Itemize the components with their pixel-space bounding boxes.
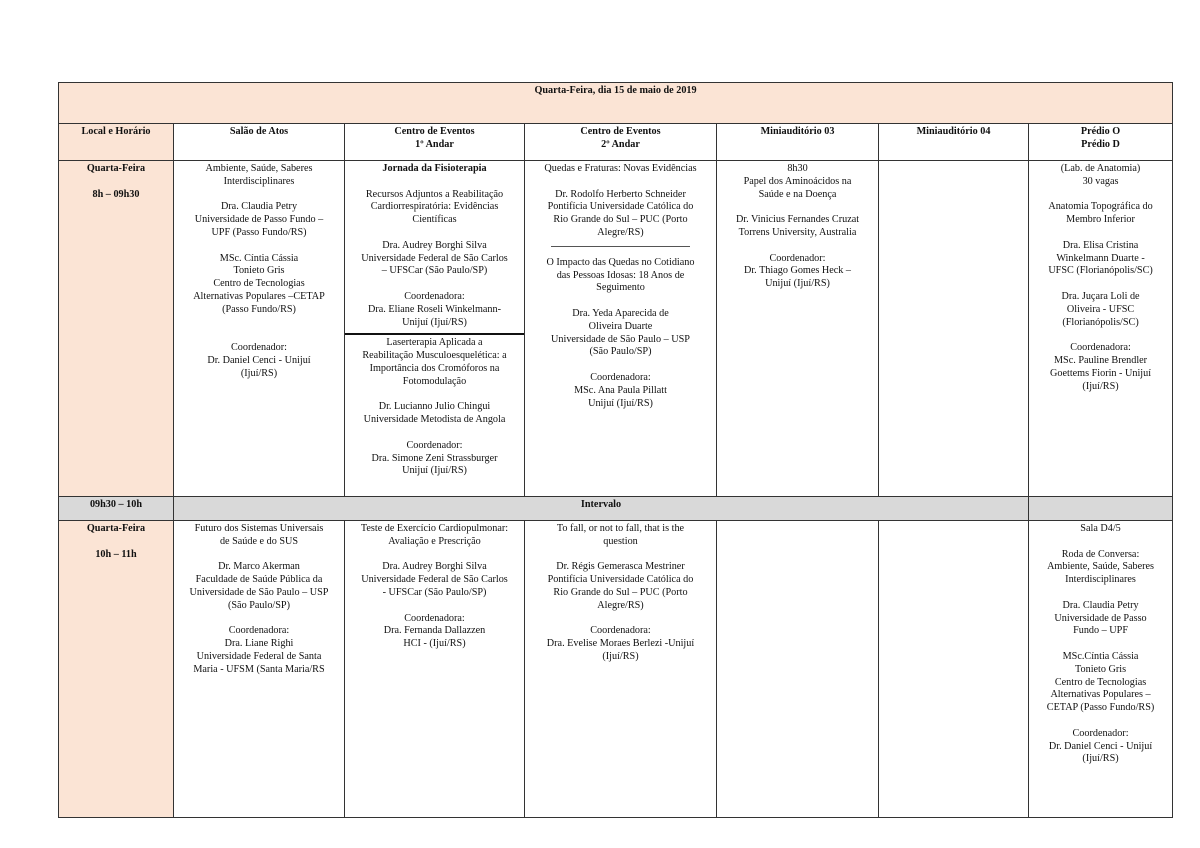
header-mini04-label: Miniauditório 04 (916, 126, 991, 137)
cell-text-line: Unijuí (Ijuí/RS) (765, 278, 830, 290)
cell-text-line: Dra. Liane Righi (224, 638, 294, 650)
cell-text-line: Coordenadora: (404, 612, 465, 624)
cell-text-line: (Florianópolis/SC) (1062, 316, 1139, 328)
cell-text-line: MSc. Ana Paula Pillatt (574, 384, 667, 396)
cell-text-line: Rio Grande do Sul – PUC (Porto (553, 586, 688, 598)
cell-text-line: Coordenador: (769, 252, 826, 264)
cell-text-line: Interdisciplinares (1065, 574, 1136, 586)
cell-text-line: (Ijuí/RS) (240, 367, 278, 379)
cell-text-line: Torrens University, Australia (738, 226, 857, 238)
cell-text-line: Tonieto Gris (233, 265, 285, 277)
cell-text-line: Maria - UFSM (Santa Maria/RS (193, 663, 325, 675)
cell-text-line: de Saúde e do SUS (219, 535, 299, 547)
cell-text-line: Dra. Simone Zeni Strassburger (371, 452, 498, 464)
cell-text-line: Futuro dos Sistemas Universais (194, 523, 324, 534)
cell-text-line (1033, 638, 1168, 651)
cell-text-line: Anatomia Topográfica do (1048, 201, 1153, 213)
cell-text-line: Universidade Federal de São Carlos (361, 574, 508, 586)
cell-text-line: Alegre/RS) (597, 599, 644, 611)
cell-text-line: (São Paulo/SP) (228, 599, 290, 611)
cell-text-line: MSc. Cíntia Cássia (219, 252, 299, 264)
cell-text-line: Dra. Eliane Roseli Winkelmann- (368, 303, 501, 315)
cell-text-line: (Ijuí/RS) (1082, 380, 1119, 392)
cell-text-line: UFSC (Florianópolis/SC) (1048, 265, 1153, 277)
cell-text-line (721, 240, 874, 253)
cell-text-line: Alegre/RS) (597, 226, 644, 238)
cell-text-line: Winkelmann Duarte - (1056, 252, 1145, 264)
cell-text-line: Coordenador: (406, 439, 463, 451)
cell-text-line: Dr. Thiago Gomes Heck – (743, 265, 852, 277)
row1-ce2-cell (525, 161, 717, 497)
cell-text-line: (Ijuí/RS) (602, 650, 639, 662)
cell-text-line (349, 549, 520, 562)
row1-time-cell (59, 161, 174, 497)
cell-text-line: Unijuí (Ijuí/RS) (402, 465, 467, 477)
cell-text-line: Universidade Federal de São Carlos (361, 252, 508, 264)
cell-text-line: Fundo – UPF (1073, 625, 1128, 637)
session-separator-line (551, 246, 690, 247)
cell-text-line (1033, 329, 1168, 342)
row2-ce2-cell (525, 521, 717, 818)
cell-text-line (529, 613, 712, 626)
cell-text-line: To fall, or not to fall, that is the (556, 523, 685, 534)
cell-text-line (1033, 227, 1168, 240)
cell-text-line (178, 613, 340, 626)
header-mini03-label: Miniauditório 03 (760, 126, 835, 137)
cell-text-line (349, 600, 520, 613)
cell-text-line: Coordenadora: (590, 625, 651, 637)
row1-ce1-title: Jornada da Fisioterapia (382, 163, 487, 174)
cell-text-line: Teste de Exercício Cardiopulmonar: (360, 523, 509, 534)
cell-text-line (1033, 536, 1168, 549)
cell-text-line: Ambiente, Saúde, Saberes (205, 163, 313, 174)
row2-salao-cell (174, 521, 345, 818)
cell-text-line: Ambiente, Saúde, Saberes (1047, 561, 1155, 573)
cell-text-line: Dr. Daniel Cenci - Unijuí (1048, 740, 1153, 752)
cell-text-line (529, 549, 712, 562)
cell-text-line: Oliveira - UFSC (1066, 303, 1135, 315)
cell-text-line: Universidade de São Paulo – USP (189, 586, 329, 598)
row1-time: 8h – 09h30 (92, 188, 140, 200)
header-local-label: Local e Horário (81, 126, 151, 137)
header-mini03 (717, 124, 879, 161)
break-cell (174, 497, 1029, 521)
cell-text-line: 30 vagas (1082, 175, 1119, 187)
cell-text-line: Universidade Federal de Santa (196, 650, 322, 662)
header-local (59, 124, 174, 161)
cell-text-line: Dra. Fernanda Dallazzen (383, 625, 486, 637)
cell-text-line (529, 176, 712, 189)
session-divider (345, 333, 524, 335)
cell-text-line: Goettems Fiorin - Unijuí (1050, 367, 1152, 379)
cell-text-line (721, 201, 874, 214)
cell-text-line: Pontifícia Universidade Católica do (547, 201, 694, 213)
cell-text-line (1033, 278, 1168, 291)
cell-text-line: Fotomodulação (402, 375, 467, 387)
cell-text-line: Dr. Marco Akerman (218, 561, 300, 573)
cell-text-line: Saúde e na Doença (758, 188, 837, 200)
cell-text-line (349, 176, 520, 189)
cell-text-line (178, 189, 340, 202)
cell-text-line: Universidade de Passo (1054, 612, 1147, 624)
row1-salao-cell (174, 161, 345, 497)
cell-text-line: Dr. Rodolfo Herberto Schneider (555, 188, 686, 200)
header-ce1 (345, 124, 525, 161)
cell-text-line: Seguimento (596, 282, 645, 294)
page-title (59, 83, 1173, 124)
cell-text-line: Universidade de São Paulo – USP (551, 333, 690, 345)
break-predio-cell (1029, 497, 1173, 521)
cell-text-line (349, 227, 520, 240)
cell-text-line: Faculdade de Saúde Pública da (195, 574, 323, 586)
header-ce2-line1: Centro de Eventos (580, 126, 661, 137)
cell-text-line: Dra. Juçara Loli de (1061, 290, 1140, 302)
header-ce1-line2: 1º Andar (415, 138, 454, 150)
header-salao (174, 124, 345, 161)
cell-text-line (178, 317, 340, 330)
cell-text-line: CETAP (Passo Fundo/RS) (1046, 702, 1155, 714)
row2-day: Quarta-Feira (86, 523, 146, 534)
cell-text-line: Reabilitação Musculoesquelética: a (362, 350, 507, 362)
cell-text-line (1033, 189, 1168, 202)
cell-text-line: MSc. Pauline Brendler (1053, 354, 1148, 366)
cell-text-line: Coordenadora: (404, 290, 465, 302)
cell-text-line (349, 427, 520, 440)
cell-text-line: 8h30 (787, 163, 808, 174)
cell-text-line: Científicas (412, 214, 457, 226)
cell-text-line: Universidade Metodista de Angola (363, 414, 506, 426)
cell-text-line: Oliveira Duarte (588, 320, 653, 332)
cell-text-line: Sala D4/5 (1080, 523, 1121, 534)
cell-text-line: Pontifícia Universidade Católica do (547, 574, 694, 586)
cell-text-line: Centro de Tecnologias (213, 278, 305, 290)
cell-text-line: Unijuí (Ijuí/RS) (588, 397, 653, 409)
cell-text-line: question (603, 535, 638, 547)
row2-predio-cell (1029, 521, 1173, 818)
cell-text-line: Roda de Conversa: (1061, 548, 1140, 560)
header-predio (1029, 124, 1173, 161)
cell-text-line: Dra. Evelise Moraes Berlezi -Unijuí (546, 638, 695, 650)
cell-text-line: Dr. Vinicius Fernandes Cruzat (735, 214, 860, 226)
cell-text-line: Importância dos Cromóforos na (369, 362, 500, 374)
cell-text-line: MSc.Cíntia Cássia (1062, 650, 1139, 662)
header-salao-label: Salão de Atos (229, 126, 289, 137)
cell-text-line: Coordenadora: (228, 625, 290, 637)
cell-text-line: (Lab. de Anatomia) (1060, 163, 1141, 174)
row2-time: 10h – 11h (95, 548, 137, 560)
header-ce1-line1: Centro de Eventos (394, 126, 475, 137)
schedule-table (58, 82, 1173, 818)
row1-ce1-cell (345, 161, 525, 497)
cell-text-line: Unijuí (Ijuí/RS) (402, 316, 467, 328)
cell-text-line: Laserterapia Aplicada a (386, 337, 483, 349)
cell-text-line: Alternativas Populares –CETAP (193, 290, 325, 302)
cell-text-line: O Impacto das Quedas no Cotidiano (546, 256, 695, 268)
cell-text-line: Alternativas Populares – (1050, 689, 1151, 701)
cell-text-line (349, 389, 520, 402)
cell-text-line: Coordenadora: (590, 371, 651, 383)
cell-text-line (1033, 587, 1168, 600)
header-predio-line2: Prédio D (1081, 138, 1120, 150)
row1-day: Quarta-Feira (86, 163, 146, 174)
cell-text-line: Cardiorrespiratória: Evidências (370, 201, 499, 213)
cell-text-line: Quedas e Fraturas: Novas Evidências (544, 163, 697, 174)
cell-text-line: Centro de Tecnologias (1054, 676, 1147, 688)
break-time-cell (59, 497, 174, 521)
cell-text-line: Universidade de Passo Fundo – (194, 214, 324, 226)
cell-text-line: Membro Inferior (1066, 214, 1135, 226)
cell-text-line: Papel dos Aminoácidos na (743, 175, 852, 187)
cell-text-line (529, 295, 712, 308)
cell-text-line: HCI - (Ijuí/RS) (403, 638, 466, 650)
cell-text-line: Dr. Régis Gemerasca Mestriner (556, 561, 685, 573)
cell-text-line: (Ijuí/RS) (1082, 753, 1119, 765)
cell-text-line: Coordenador: (1072, 727, 1129, 739)
header-ce2 (525, 124, 717, 161)
row1-mini03-cell (717, 161, 879, 497)
cell-text-line (349, 278, 520, 291)
cell-text-line: - UFSCar (São Paulo/SP) (382, 586, 487, 598)
cell-text-line: Dr. Lucianno Julio Chingui (378, 401, 491, 413)
cell-text-line: Interdisciplinares (223, 175, 295, 187)
cell-text-line: Dra. Audrey Borghi Silva (382, 239, 487, 251)
cell-text-line: Rio Grande do Sul – PUC (Porto (553, 214, 688, 226)
cell-text-line: Coordenadora: (1070, 342, 1131, 354)
cell-text-line: Avaliação e Prescrição (388, 535, 481, 547)
cell-text-line (178, 240, 340, 253)
row2-ce1-cell (345, 521, 525, 818)
row1-predio-cell (1029, 161, 1173, 497)
cell-text-line: UPF (Passo Fundo/RS) (211, 226, 307, 238)
cell-text-line: (São Paulo/SP) (589, 346, 652, 358)
row1-mini04-cell (879, 161, 1029, 497)
cell-text-line: Dra. Claudia Petry (220, 201, 298, 213)
cell-text-line (1033, 715, 1168, 728)
cell-text-line: Dra. Yeda Aparecida de (572, 307, 669, 319)
row2-mini04-cell (879, 521, 1029, 818)
cell-text-line (529, 359, 712, 372)
row2-time-cell (59, 521, 174, 818)
break-label: Intervalo (580, 499, 622, 510)
cell-text-line: Coordenador: (230, 342, 288, 354)
header-ce2-line2: 2º Andar (601, 138, 640, 150)
header-predio-line1: Prédio O (1080, 126, 1121, 137)
cell-text-line: Recursos Adjuntos a Reabilitação (365, 188, 504, 200)
cell-text-line: Tonieto Gris (1075, 663, 1127, 675)
break-time: 09h30 – 10h (89, 499, 143, 510)
cell-text-line: Dra. Elisa Cristina (1062, 239, 1139, 251)
cell-text-line: (Passo Fundo/RS) (222, 303, 296, 315)
cell-text-line: das Pessoas Idosas: 18 Anos de (556, 269, 685, 281)
header-mini04 (879, 124, 1029, 161)
title-text: Quarta-Feira, dia 15 de maio de 2019 (534, 85, 697, 96)
cell-text-line: Dr. Daniel Cenci - Unijuí (207, 354, 311, 366)
cell-text-line: Dra. Claudia Petry (1062, 599, 1139, 611)
row2-mini03-cell (717, 521, 879, 818)
cell-text-line: Dra. Audrey Borghi Silva (382, 561, 487, 573)
cell-text-line: – UFSCar (São Paulo/SP) (381, 265, 488, 277)
cell-text-line (178, 329, 340, 342)
cell-text-line (178, 549, 340, 562)
